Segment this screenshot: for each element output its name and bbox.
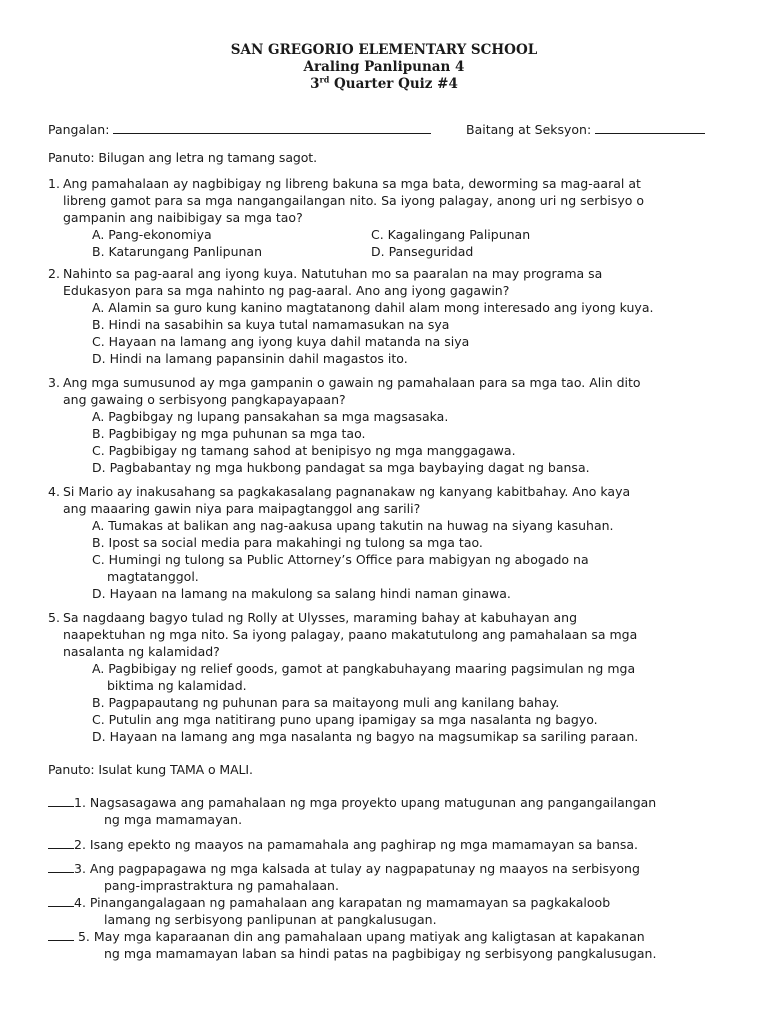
q3-option-a[interactable]: A. Pagbibgay ng lupang pansakahan sa mga magsasaka. [92,409,449,424]
school-name: SAN GREGORIO ELEMENTARY SCHOOL [230,42,538,58]
q4-option-a[interactable]: A. Tumakas at balikan ang nag-aakusa upang takutin na huwag na siyang kasuhan. [92,518,614,533]
tf-item-5: 5. May mga kaparaanan din ang pamahalaan upang matiyak ang kaligtasan at kapakanan ng mga mamamayan laban sa hindi patas na pagbibigay ng serbisyong pangkalusugan. [48,928,748,962]
q4-option-c-cont: magtatanggol. [107,569,199,584]
q2-option-d[interactable]: D. Hindi na lamang papansinin dahil magastos ito. [92,351,408,366]
answer-blank-3[interactable] [48,861,74,873]
answer-blank-2[interactable] [48,837,74,849]
q5-option-a[interactable]: A. Pagbibigay ng relief goods, gamot at pangkabuhayang maaring pagsimulan ng mga [92,661,636,676]
q4-option-b[interactable]: B. Ipost sa social media para makahingi ng tulong sa mga tao. [92,535,483,550]
section-field[interactable]: Baitang at Seksyon: [466,121,705,137]
name-line[interactable] [113,121,431,134]
instruction-part1: Panuto: Bilugan ang letra ng tamang sagot. [48,150,317,165]
q1-option-d[interactable]: D. Panseguridad [371,244,474,259]
name-field[interactable]: Pangalan: [48,121,431,137]
q2-option-b[interactable]: B. Hindi na sasabihin sa kuya tutal namamasukan na sya [92,317,450,332]
question-2: 2. Nahinto sa pag-aaral ang iyong kuya. Natutuhan mo sa paaralan na may programa sa Edukasyon para sa mga nahinto ng pag-aaral. Ano ang iyong gagawin? A. Alamin sa guro kung kanino magtatanong dahil alam mong interesado ang iyong kuya. B. Hindi na sasabihin sa kuya tutal namamasukan na sya C. Hayaan na lamang ang iyong kuya dahil matanda na siya D. Hindi na lamang papansinin dahil magastos ito. [48,265,728,367]
tf-item-1: 1. Nagsasagawa ang pamahalaan ng mga proyekto upang matugunan ang pangangailangan ng mga mamamayan. [48,794,748,828]
tf-item-2: 2. Isang epekto ng maayos na pamamahala ang paghirap ng mga mamamayan sa bansa. [48,836,748,853]
subject-title: Araling Panlipunan 4 [303,59,465,75]
q4-option-c[interactable]: C. Humingi ng tulong sa Public Attorney’s Office para mabigyan ng abogado na [92,552,589,567]
q5-option-c[interactable]: C. Putulin ang mga natitirang puno upang ipamigay sa mga nasalanta ng bagyo. [92,712,598,727]
question-5: 5. Sa nagdaang bagyo tulad ng Rolly at Ulysses, maraming bahay at kabuhayan ang naapektuhan ng mga nito. Sa iyong palagay, paano makatutulong ang pamahalaan sa mga nasalanta ng kalamidad? A. Pagbibigay ng relief goods, gamot at pangkabuhayang maaring pagsimulan ng mga biktima ng kalamidad. B. Pagpapautang ng puhunan para sa maitayong muli ang kanilang bahay. C. Putulin ang mga natitirang puno upang ipamigay sa mga nasalanta ng bagyo. D. Hayaan na lamang ang mga nasalanta ng bagyo na magsumikap sa sariling paraan. [48,609,728,745]
q3-option-b[interactable]: B. Pagbibigay ng mga puhunan sa mga tao. [92,426,366,441]
instruction-part2: Panuto: Isulat kung TAMA o MALI. [48,762,253,777]
q3-option-c[interactable]: C. Pagbibigay ng tamang sahod at benipisyo ng mga manggagawa. [92,443,516,458]
question-3: 3. Ang mga sumusunod ay mga gampanin o gawain ng pamahalaan para sa mga tao. Alin dito ang gawaing o serbisyong pangkapayapaan? A. Pagbibgay ng lupang pansakahan sa mga magsasaka. B. Pagbibigay ng mga puhunan sa mga tao. C. Pagbibigay ng tamang sahod at benipisyo ng mga manggagawa. D. Pagbabantay ng mga hukbong pandagat sa mga baybaying dagat ng bansa. [48,374,728,476]
q2-option-c[interactable]: C. Hayaan na lamang ang iyong kuya dahil matanda na siya [92,334,470,349]
document-header [0,0,768,93]
q5-option-b[interactable]: B. Pagpapautang ng puhunan para sa maitayong muli ang kanilang bahay. [92,695,560,710]
question-4: 4. Si Mario ay inakusahang sa pagkakasalang pagnanakaw ng kanyang kabitbahay. Ano kaya ang maaaring gawin niya para maipagtanggol ang sarili? A. Tumakas at balikan ang nag-aakusa upang takutin na huwag na siyang kasuhan. B. Ipost sa social media para makahingi ng tulong sa mga tao. C. Humingi ng tulong sa Public Attorney’s Office para mabigyan ng abogado na magtatanggol. D. Hayaan na lamang na makulong sa salang hindi naman ginawa. [48,483,728,602]
q4-option-d[interactable]: D. Hayaan na lamang na makulong sa salang hindi naman ginawa. [92,586,511,601]
tf-item-4: 4. Pinangangalagaan ng pamahalaan ang karapatan ng mamamayan sa pagkakaloob lamang ng serbisyong panlipunan at pangkalusugan. [48,894,748,928]
q5-option-a-cont: biktima ng kalamidad. [107,678,247,693]
q1-option-b[interactable]: B. Katarungang Panlipunan [92,244,262,259]
answer-blank-4[interactable] [48,895,74,907]
q3-option-d[interactable]: D. Pagbabantay ng mga hukbong pandagat sa mga baybaying dagat ng bansa. [92,460,590,475]
question-1: 1. Ang pamahalaan ay nagbibigay ng libreng bakuna sa mga bata, deworming sa mag-aaral at libreng gamot para sa mga nangangailangan nito. Sa iyong palagay, anong uri ng serbisyo o gampanin ang naibibigay sa mga tao? A. Pang-ekonomiya C. Kagalingang Palipunan B. Katarungang Panlipunan D. Panseguridad [48,176,645,259]
section-line[interactable] [595,121,705,134]
quiz-title: 3rd Quarter Quiz #4 [310,74,458,92]
answer-blank-5[interactable] [48,929,74,941]
tf-item-3: 3. Ang pagpapagawa ng mga kalsada at tulay ay nagpapatunay ng maayos na serbisyong pang-imprastraktura ng pamahalaan. [48,860,748,894]
q1-option-a[interactable]: A. Pang-ekonomiya [92,227,212,242]
q1-option-c[interactable]: C. Kagalingang Palipunan [371,227,531,242]
q2-option-a[interactable]: A. Alamin sa guro kung kanino magtatanong dahil alam mong interesado ang iyong kuya. [92,300,654,315]
q5-option-d[interactable]: D. Hayaan na lamang ang mga nasalanta ng bagyo na magsumikap sa sariling paraan. [92,729,639,744]
answer-blank-1[interactable] [48,795,74,807]
